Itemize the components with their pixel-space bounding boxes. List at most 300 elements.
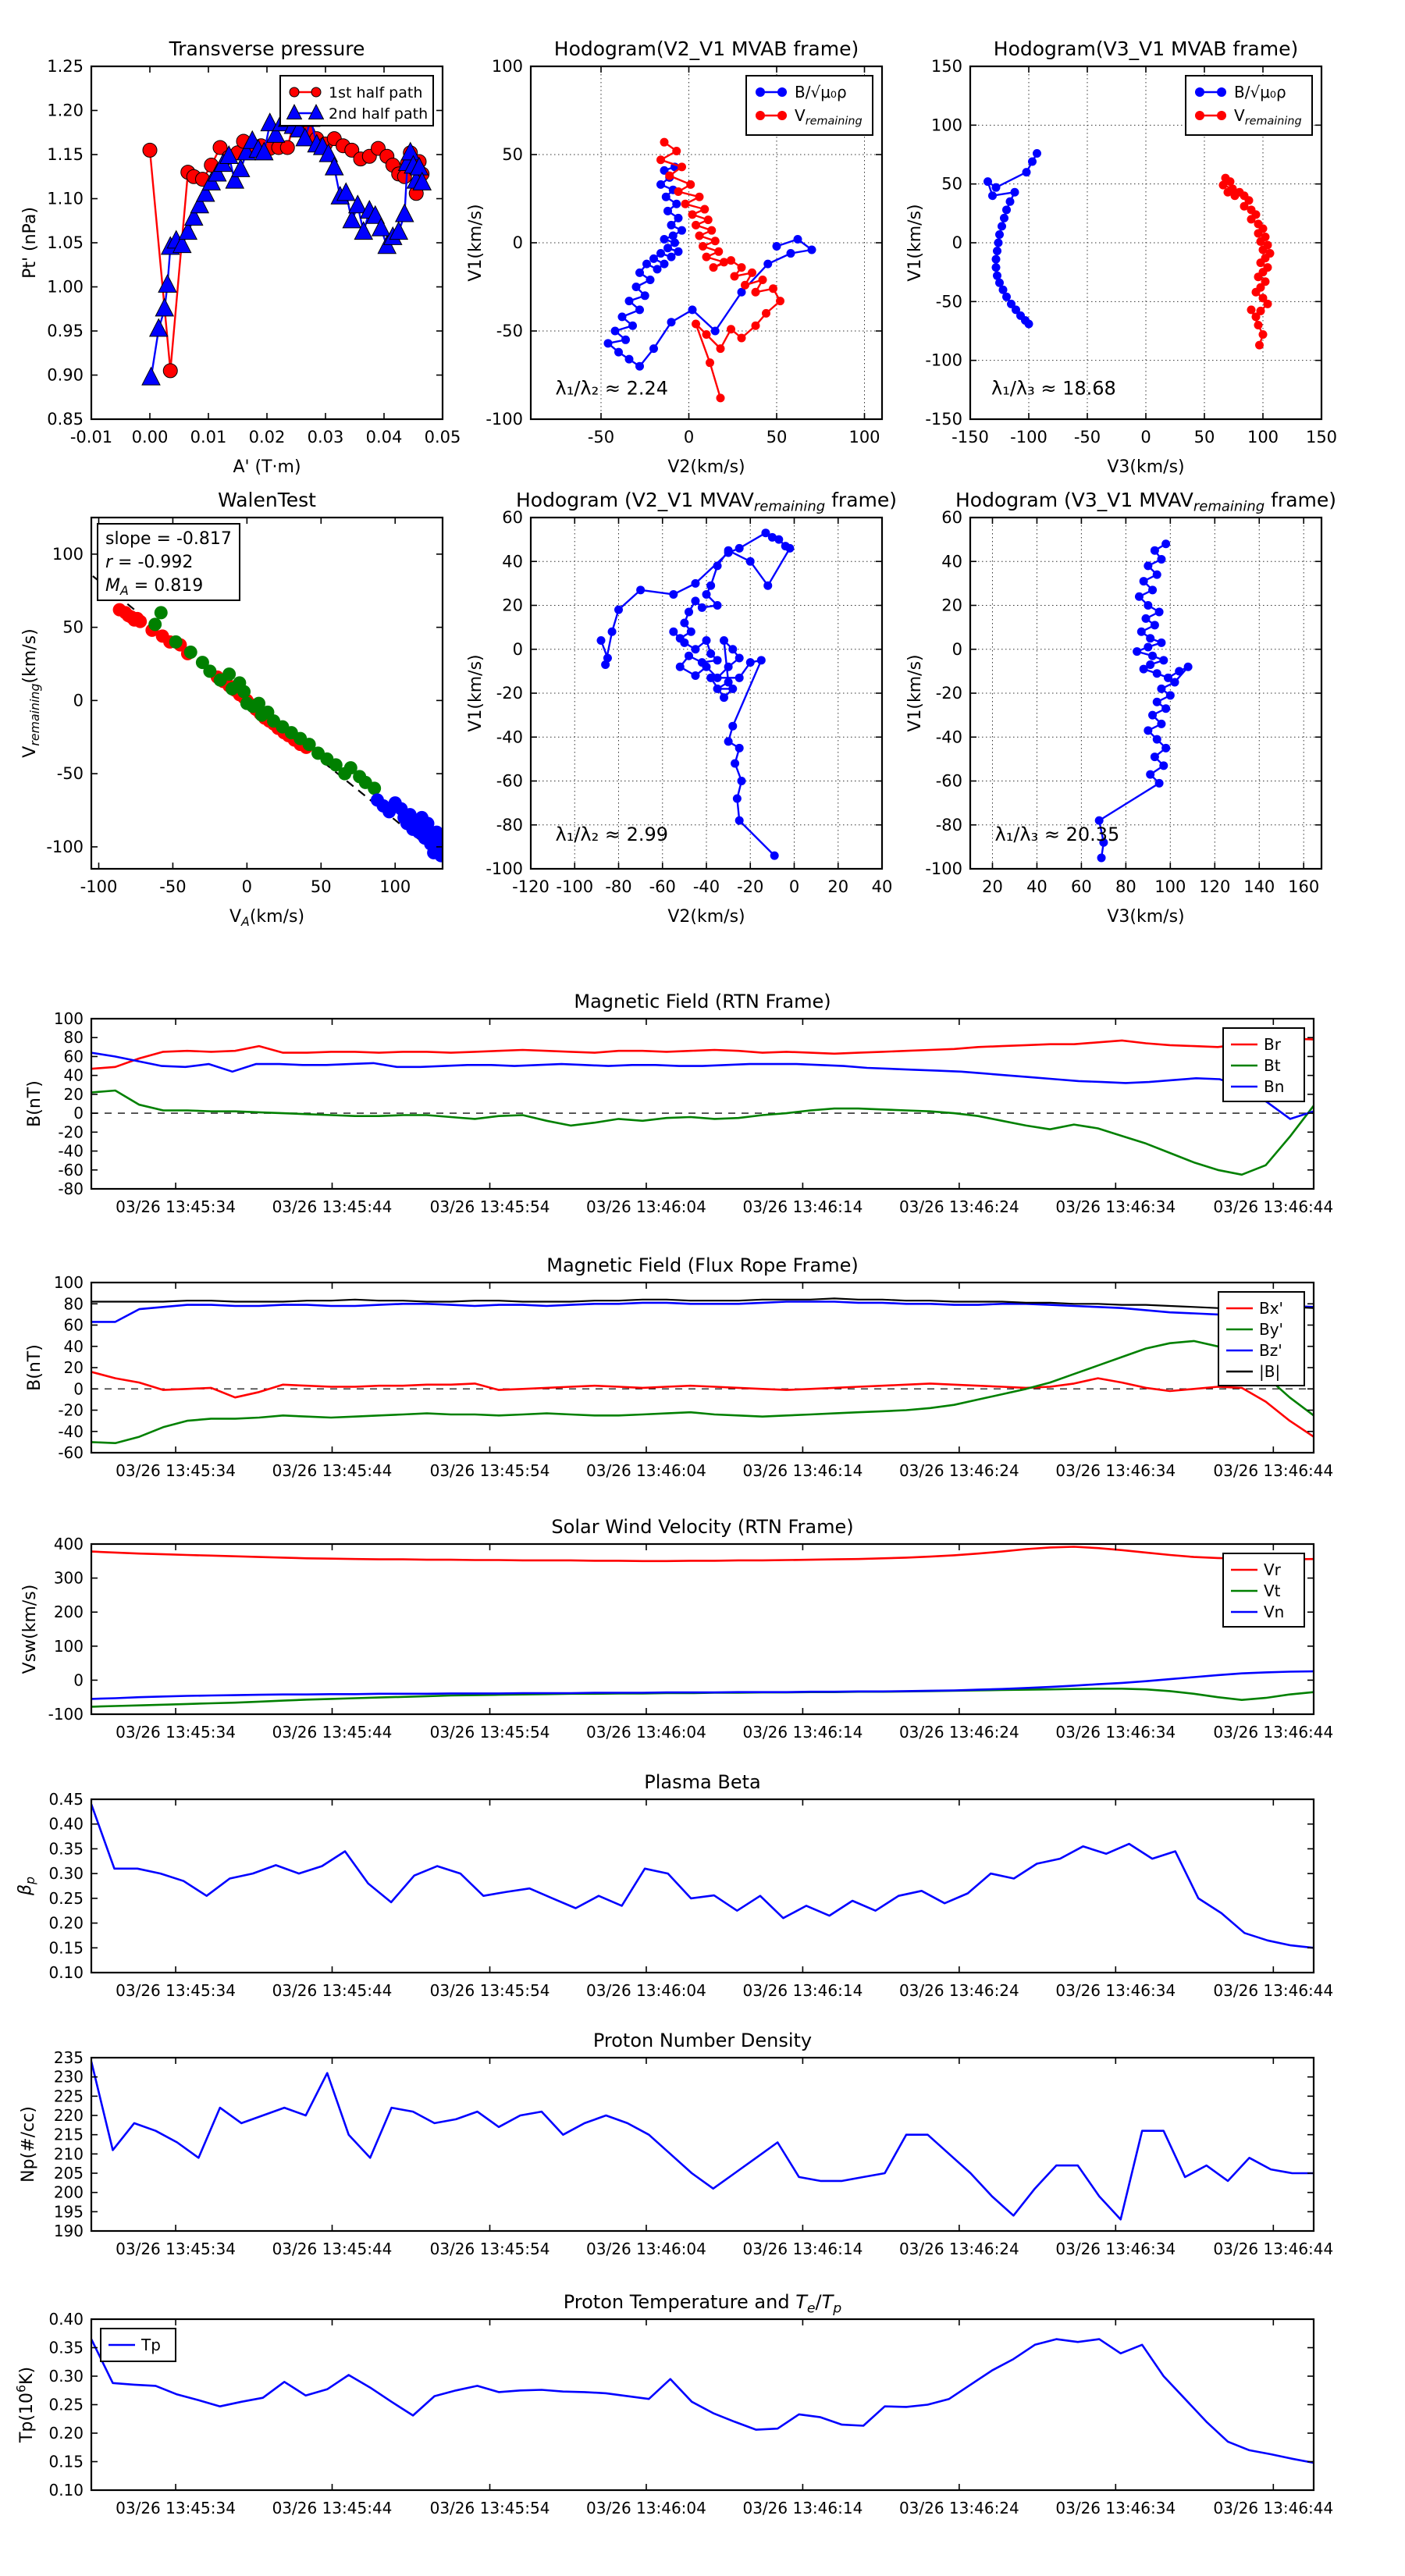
x-tick-label: 03/26 13:46:24 <box>898 1461 1019 1480</box>
y-tick-label: -150 <box>925 410 962 429</box>
point-marker <box>1195 111 1204 120</box>
point-marker <box>608 628 617 636</box>
x-tick-label: 03/26 13:46:14 <box>742 2240 863 2258</box>
point-marker <box>649 254 658 263</box>
point-marker <box>1259 330 1268 339</box>
walen-test-xlabel: $V_A(km/s)$ <box>229 907 305 929</box>
stats-line: $M_A = 0.819$ <box>105 576 204 598</box>
x-tick-label: 03/26 13:45:34 <box>116 2240 236 2258</box>
y-tick-label: 100 <box>53 1636 84 1656</box>
x-tick-label: 20 <box>827 877 849 896</box>
x-tick-label: 03/26 13:46:34 <box>1055 2499 1176 2517</box>
point-marker <box>1161 744 1170 753</box>
point-marker <box>1146 770 1154 779</box>
point-marker <box>676 663 685 671</box>
x-tick-label: 03/26 13:46:24 <box>898 2240 1019 2258</box>
point-marker <box>674 247 683 256</box>
point-marker <box>311 87 321 97</box>
transverse-pressure-xlabel: A' (T·m) <box>233 457 301 477</box>
panel-hodogram-v3v1-mvav <box>905 489 1336 927</box>
x-tick-label: 03/26 13:46:04 <box>586 2499 706 2517</box>
point-marker <box>222 667 236 681</box>
y-tick-label: 60 <box>63 1315 84 1335</box>
point-marker <box>415 811 429 824</box>
hodogram-v3v1-mvab-annotation: λ₁/λ₃ ≈ 18.68 <box>991 377 1116 400</box>
point-marker <box>1217 87 1226 97</box>
point-marker <box>988 191 997 200</box>
point-marker <box>1023 168 1031 176</box>
point-marker <box>735 744 744 753</box>
point-marker <box>1217 111 1226 120</box>
legend-label: Tp <box>141 2336 161 2354</box>
point-marker <box>685 607 693 616</box>
x-tick-label: 0.05 <box>424 428 461 447</box>
y-tick-label: 80 <box>63 1028 84 1048</box>
panel-hodogram-v2v1-mvav <box>466 489 897 927</box>
point-marker <box>1161 704 1170 713</box>
point-marker <box>133 615 147 628</box>
x-tick-label: 03/26 13:45:34 <box>116 1461 236 1480</box>
solar-wind-velocity-series-Vr <box>91 1547 1314 1561</box>
point-marker <box>702 663 711 671</box>
x-tick-label: -120 <box>512 877 550 896</box>
point-marker <box>1252 288 1261 297</box>
legend-label: B/√μ₀ρ <box>1234 83 1286 101</box>
point-marker <box>667 253 676 262</box>
point-marker <box>1133 647 1141 656</box>
y-tick-label: 0.10 <box>48 2481 84 2500</box>
point-marker <box>1247 215 1256 223</box>
x-tick-label: -20 <box>737 877 764 896</box>
y-tick-label: -100 <box>486 859 523 878</box>
point-marker <box>1254 321 1263 329</box>
point-marker <box>757 656 766 664</box>
y-tick-label: 225 <box>53 2087 84 2106</box>
y-tick-label: 400 <box>53 1535 84 1553</box>
legend-label: Br <box>1264 1035 1281 1054</box>
point-marker <box>660 235 669 244</box>
legend-label: Bn <box>1264 1077 1285 1096</box>
point-marker <box>1157 555 1165 564</box>
x-tick-label: 03/26 13:46:14 <box>742 1461 863 1480</box>
point-marker <box>787 249 795 258</box>
x-tick-label: 03/26 13:45:44 <box>272 1723 393 1742</box>
point-marker <box>625 355 634 364</box>
triangle-marker <box>155 299 173 316</box>
point-marker <box>735 544 744 553</box>
point-marker <box>702 590 711 599</box>
x-tick-label: 0.04 <box>365 428 403 447</box>
point-marker <box>203 664 216 678</box>
x-tick-label: 03/26 13:45:34 <box>116 1981 236 2000</box>
x-tick-label: 20 <box>982 877 1003 896</box>
x-tick-label: 03/26 13:46:14 <box>742 1197 863 1216</box>
point-marker <box>681 200 690 208</box>
series-line <box>91 1091 1314 1175</box>
hodogram-v2v1-mvab-legend <box>746 76 873 135</box>
point-marker <box>678 226 686 235</box>
x-tick-label: 100 <box>1154 877 1186 896</box>
y-tick-label: -50 <box>496 322 523 340</box>
y-tick-label: -100 <box>46 837 84 856</box>
x-tick-label: 03/26 13:45:54 <box>429 2240 550 2258</box>
y-tick-label: 0 <box>73 691 84 710</box>
point-marker <box>1184 663 1193 671</box>
transverse-pressure-title: Transverse pressure <box>169 37 365 60</box>
point-marker <box>1247 305 1256 314</box>
magnetic-field-flux-rope-series-By-prime <box>91 1341 1314 1443</box>
proton-number-density-series-Np <box>91 2062 1314 2219</box>
hodogram-v3v1-mvav-title: Hodogram (V3_V1 $MVAV_{remaining}$ frame) <box>955 489 1337 515</box>
point-marker <box>733 795 742 803</box>
proton-temperature-ylabel: $Tp(10^6K)$ <box>13 2366 37 2443</box>
y-tick-label: 1.20 <box>47 101 84 120</box>
y-tick-label: 0.95 <box>47 322 84 340</box>
y-tick-label: 60 <box>63 1047 84 1066</box>
point-marker <box>1171 678 1179 686</box>
point-marker <box>641 291 649 300</box>
series-line <box>91 2062 1314 2219</box>
point-marker <box>1135 592 1144 601</box>
point-marker <box>674 187 683 196</box>
axes-frame <box>91 2319 1314 2490</box>
plasma-beta-series-beta-p <box>91 1804 1314 1948</box>
point-marker <box>635 362 644 371</box>
x-tick-label: 03/26 13:46:34 <box>1055 2240 1176 2258</box>
point-marker <box>1161 539 1170 548</box>
x-tick-label: 03/26 13:46:34 <box>1055 1461 1176 1480</box>
point-marker <box>1166 691 1175 699</box>
point-marker <box>1002 205 1011 214</box>
y-tick-label: 230 <box>53 2067 84 2087</box>
series-line <box>91 1372 1314 1437</box>
x-tick-label: 03/26 13:46:24 <box>898 2499 1019 2517</box>
point-marker <box>237 685 251 699</box>
hodogram-v2v1-mvab-series-v-remaining <box>656 138 784 403</box>
point-marker <box>1264 300 1272 308</box>
x-tick-label: -150 <box>951 428 989 447</box>
y-tick-label: -100 <box>48 1705 84 1724</box>
x-tick-label: 03/26 13:46:14 <box>742 2499 863 2517</box>
point-marker <box>699 242 707 251</box>
point-marker <box>763 260 772 269</box>
point-marker <box>625 297 634 305</box>
magnetic-field-rtn-title: Magnetic Field (RTN Frame) <box>574 991 831 1012</box>
y-tick-label: 205 <box>53 2164 84 2183</box>
hodogram-v2v1-mvab-xlabel: V2(km/s) <box>667 457 745 477</box>
point-marker <box>1144 561 1152 570</box>
axes-frame <box>91 1019 1314 1189</box>
point-marker <box>769 284 777 293</box>
series-line <box>988 154 1037 325</box>
point-marker <box>713 656 722 664</box>
x-tick-label: 120 <box>1199 877 1231 896</box>
point-marker <box>713 561 722 570</box>
x-tick-label: -100 <box>80 877 118 896</box>
point-marker <box>660 138 669 147</box>
point-marker <box>720 636 728 645</box>
point-marker <box>1159 761 1168 770</box>
point-marker <box>662 193 670 201</box>
point-marker <box>711 237 720 245</box>
magnetic-field-rtn-series-Bn <box>91 1053 1314 1119</box>
point-marker <box>731 272 739 280</box>
x-tick-label: 03/26 13:45:44 <box>272 2499 393 2517</box>
y-tick-label: 195 <box>53 2202 84 2222</box>
point-marker <box>672 147 681 155</box>
solar-wind-velocity-legend <box>1223 1553 1304 1627</box>
stats-line: slope = -0.817 <box>105 529 232 549</box>
point-marker <box>735 817 744 825</box>
point-marker <box>706 582 715 590</box>
point-marker <box>1151 546 1159 555</box>
point-marker <box>992 255 1001 264</box>
point-marker <box>698 603 706 612</box>
y-tick-label: 0.90 <box>47 365 84 385</box>
y-tick-label: 0.85 <box>47 410 84 429</box>
panel-transverse-pressure <box>20 37 461 477</box>
point-marker <box>752 322 760 330</box>
legend-label: $V_{remaining}$ <box>795 106 863 128</box>
x-tick-label: -60 <box>649 877 676 896</box>
point-marker <box>713 601 722 610</box>
point-marker <box>1153 735 1161 744</box>
point-marker <box>1144 726 1152 735</box>
y-tick-label: 150 <box>930 57 962 76</box>
x-tick-label: 03/26 13:45:34 <box>116 2499 236 2517</box>
point-marker <box>687 628 695 636</box>
y-tick-label: -100 <box>486 410 523 429</box>
point-marker <box>611 327 620 336</box>
hodogram-v3v1-mvav-ylabel: V1(km/s) <box>905 654 925 732</box>
y-tick-label: 0.15 <box>48 1938 84 1958</box>
point-marker <box>711 327 720 336</box>
panel-hodogram-v2v1-mvab <box>466 37 882 477</box>
point-marker <box>714 247 723 256</box>
solar-wind-velocity-series-Vn <box>91 1671 1314 1699</box>
y-tick-label: 1.10 <box>47 189 84 208</box>
y-tick-label: -60 <box>58 1443 84 1462</box>
point-marker <box>685 652 693 660</box>
point-marker <box>1175 667 1183 675</box>
point-marker <box>738 777 746 785</box>
y-tick-label: 0 <box>512 639 523 659</box>
y-tick-label: 20 <box>63 1084 84 1104</box>
x-tick-label: 03/26 13:46:14 <box>742 1723 863 1742</box>
point-marker <box>163 364 177 378</box>
plasma-beta-title: Plasma Beta <box>644 1771 761 1793</box>
point-marker <box>728 722 737 731</box>
x-tick-label: -50 <box>159 877 187 896</box>
x-tick-label: 03/26 13:45:54 <box>429 1197 550 1216</box>
y-tick-label: 0.25 <box>48 2395 84 2414</box>
point-marker <box>636 585 645 594</box>
point-marker <box>746 557 755 566</box>
x-tick-label: -50 <box>587 428 615 447</box>
point-marker <box>752 288 760 297</box>
y-tick-label: -80 <box>935 815 962 834</box>
y-tick-label: 0.45 <box>48 1790 84 1809</box>
panel-walen-test <box>20 489 450 929</box>
point-marker <box>724 737 733 745</box>
point-marker <box>621 336 630 344</box>
y-tick-label: 235 <box>53 2048 84 2067</box>
panel-proton-temperature <box>14 2291 1334 2517</box>
point-marker <box>680 619 688 628</box>
point-marker <box>169 635 183 649</box>
triangle-marker <box>142 368 160 385</box>
point-marker <box>1252 312 1261 321</box>
x-tick-label: 0.00 <box>131 428 169 447</box>
hodogram-v3v1-mvab-ylabel: V1(km/s) <box>905 204 925 282</box>
point-marker <box>1148 652 1157 660</box>
point-marker <box>773 242 781 251</box>
y-tick-label: 20 <box>502 596 523 615</box>
y-tick-label: 1.25 <box>47 57 84 76</box>
y-tick-label: -20 <box>58 1123 84 1142</box>
hodogram-v2v1-mvav-ylabel: V1(km/s) <box>466 654 486 732</box>
x-tick-label: 03/26 13:46:24 <box>898 1723 1019 1742</box>
point-marker <box>706 649 715 658</box>
walen-test-stats-box <box>98 524 240 600</box>
y-tick-label: -20 <box>58 1400 84 1420</box>
y-tick-label: 210 <box>53 2144 84 2164</box>
point-marker <box>717 344 725 353</box>
point-marker <box>604 339 613 347</box>
y-tick-label: -40 <box>58 1141 84 1161</box>
y-tick-label: 100 <box>52 544 84 564</box>
hodogram-v2v1-mvab-annotation: λ₁/λ₂ ≈ 2.24 <box>555 377 669 400</box>
point-marker <box>727 256 735 265</box>
x-tick-label: 0 <box>788 877 800 896</box>
walen-test-title: WalenTest <box>218 489 316 511</box>
series-line <box>91 2339 1314 2463</box>
hodogram-v3v1-mvab-series-v-remaining <box>1219 174 1275 350</box>
y-tick-label: 100 <box>53 1273 84 1292</box>
triangle-marker <box>396 205 414 222</box>
y-tick-label: 1.15 <box>47 145 84 164</box>
x-tick-label: 03/26 13:45:44 <box>272 1461 393 1480</box>
series-line <box>91 1341 1314 1443</box>
x-tick-label: -50 <box>1073 428 1101 447</box>
point-marker <box>1137 628 1146 636</box>
y-tick-label: 220 <box>53 2106 84 2125</box>
y-tick-label: 0.30 <box>48 1864 84 1884</box>
x-tick-label: 0 <box>683 428 695 447</box>
panel-magnetic-field-rtn <box>25 991 1333 1216</box>
hodogram-v2v1-mvav-annotation: λ₁/λ₂ ≈ 2.99 <box>555 824 669 845</box>
point-marker <box>695 231 704 240</box>
y-tick-label: 0.20 <box>48 1913 84 1933</box>
walen-test-ylabel: $V_{remaining}(km/s)$ <box>20 628 42 758</box>
y-tick-label: 40 <box>502 552 523 571</box>
y-tick-label: -80 <box>496 815 523 834</box>
point-marker <box>748 269 756 277</box>
point-marker <box>776 297 784 305</box>
x-tick-label: 150 <box>1305 428 1338 447</box>
point-marker <box>702 330 711 339</box>
point-marker <box>691 645 699 653</box>
magnetic-field-rtn-legend <box>1223 1028 1304 1101</box>
point-marker <box>1011 188 1019 197</box>
x-tick-label: 03/26 13:45:54 <box>429 2499 550 2517</box>
y-tick-label: 40 <box>941 552 962 571</box>
point-marker <box>710 263 718 272</box>
x-tick-label: 03/26 13:46:44 <box>1213 1461 1334 1480</box>
panel-hodogram-v3v1-mvab <box>905 37 1337 477</box>
hodogram-v3v1-mvav-annotation: λ₁/λ₃ ≈ 20.35 <box>994 824 1120 845</box>
point-marker <box>148 617 162 631</box>
y-tick-label: 100 <box>53 1009 84 1028</box>
point-marker <box>1033 149 1041 158</box>
y-tick-label: 60 <box>941 508 962 527</box>
x-tick-label: 03/26 13:46:24 <box>898 1197 1019 1216</box>
point-marker <box>660 260 669 269</box>
point-marker <box>290 87 299 97</box>
x-tick-label: 03/26 13:46:24 <box>898 1981 1019 2000</box>
y-tick-label: 0 <box>512 233 523 252</box>
point-marker <box>724 546 733 555</box>
panel-plasma-beta <box>16 1771 1333 2000</box>
x-tick-label: 0 <box>1140 428 1151 447</box>
x-tick-label: 160 <box>1288 877 1320 896</box>
point-marker <box>368 781 381 795</box>
plasma-beta-ylabel: $\beta_p$ <box>16 1876 37 1896</box>
series-line <box>91 1053 1314 1119</box>
point-marker <box>670 239 679 247</box>
y-tick-label: 300 <box>53 1568 84 1588</box>
y-tick-label: 200 <box>53 2183 84 2202</box>
point-marker <box>1000 214 1008 222</box>
x-tick-label: 100 <box>1247 428 1279 447</box>
point-marker <box>686 180 695 189</box>
hodogram-v3v1-mvav-series-v-trace <box>1095 539 1193 862</box>
point-marker <box>691 579 699 588</box>
point-marker <box>1153 571 1161 579</box>
y-tick-label: 0.40 <box>48 2310 84 2329</box>
y-tick-label: 0.10 <box>48 1963 84 1982</box>
point-marker <box>720 693 728 702</box>
magnetic-field-flux-rope-legend <box>1218 1292 1304 1386</box>
x-tick-label: 03/26 13:45:54 <box>429 1723 550 1742</box>
y-tick-label: 50 <box>941 174 962 194</box>
point-marker <box>1151 621 1159 629</box>
point-marker <box>601 660 610 669</box>
y-tick-label: 0 <box>951 639 962 659</box>
x-tick-label: 50 <box>766 428 788 447</box>
legend-label: 2nd half path <box>329 105 429 123</box>
point-marker <box>669 628 678 636</box>
point-marker <box>1097 853 1106 862</box>
point-marker <box>756 111 765 120</box>
point-marker <box>1255 341 1264 350</box>
point-marker <box>1219 181 1228 190</box>
walen-test-series-scatter-green <box>137 582 381 795</box>
point-marker <box>995 230 1004 239</box>
x-tick-label: -100 <box>1010 428 1048 447</box>
point-marker <box>1002 293 1011 301</box>
x-tick-label: 03/26 13:46:44 <box>1213 2499 1334 2517</box>
point-marker <box>614 606 623 614</box>
y-tick-label: -40 <box>935 728 962 747</box>
point-marker <box>143 143 157 157</box>
x-tick-label: -100 <box>556 877 594 896</box>
point-marker <box>1157 720 1165 728</box>
point-marker <box>992 263 1001 272</box>
y-tick-label: 40 <box>63 1336 84 1356</box>
point-marker <box>702 253 711 262</box>
point-marker <box>653 265 662 273</box>
